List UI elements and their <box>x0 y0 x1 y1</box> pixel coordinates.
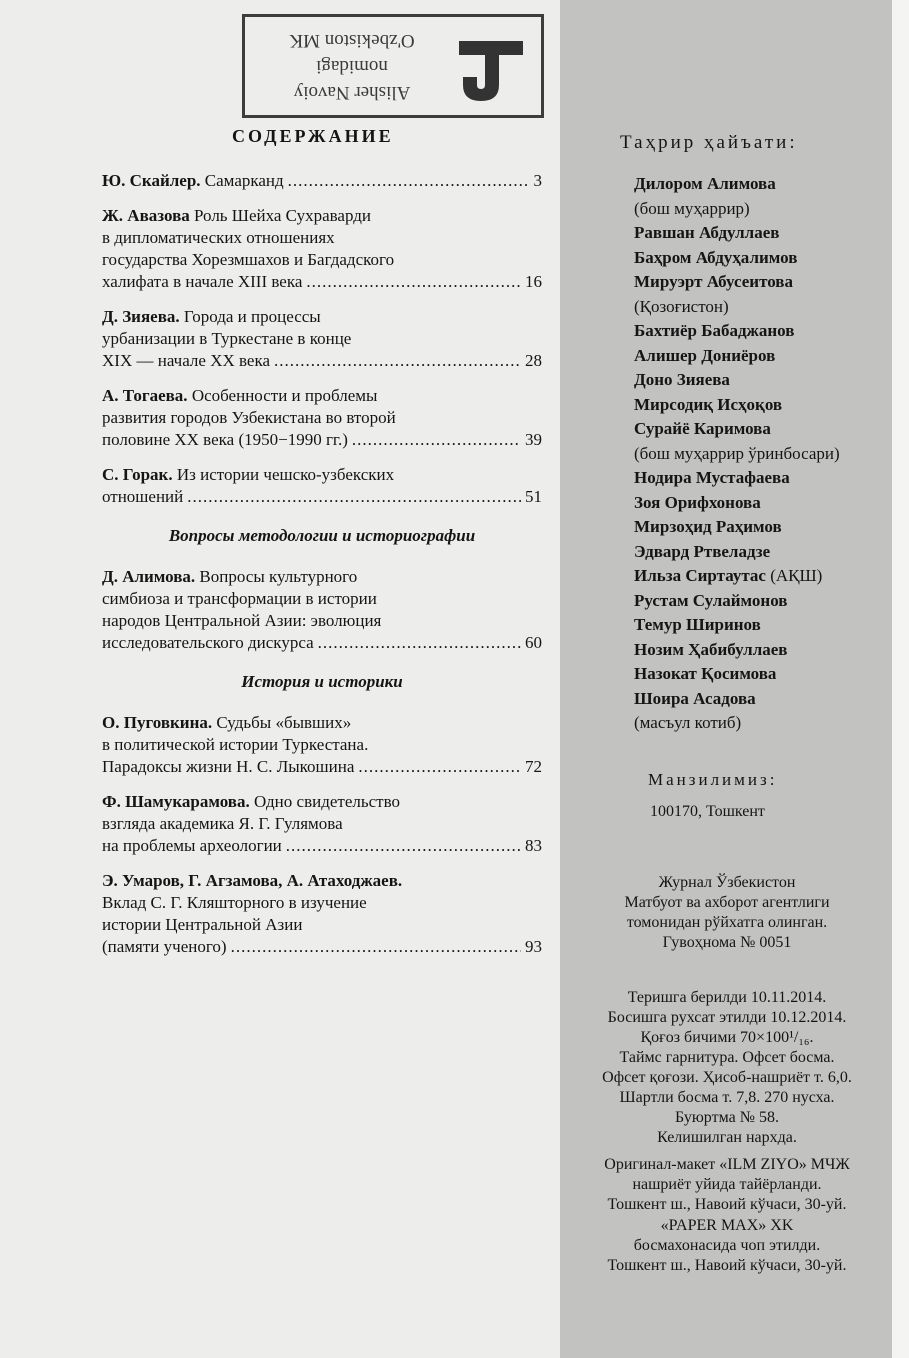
editorial-member <box>634 368 880 393</box>
toc-author: Э. Умаров, Г. Агзамова, А. Атаходжаев. <box>102 871 403 890</box>
print-info-line: Шартли босма т. 7,8. 270 нусха. <box>619 1089 835 1106</box>
toc-entry-line: взгляда академика Я. Г. Гулямова <box>102 814 343 833</box>
toc-group <box>102 712 542 958</box>
member-name: Дилором Алимова <box>634 174 776 193</box>
printer-block <box>562 1216 892 1276</box>
toc-entry-line: симбиоза и трансформации в истории <box>102 589 377 608</box>
toc-entry-last-line <box>102 632 542 654</box>
toc-title-text: (памяти ученого) <box>102 937 227 956</box>
member-name: Эдвард Ртвеладзе <box>634 541 771 561</box>
toc-title-text: на проблемы археологии <box>102 836 282 855</box>
toc-page-number: 83 <box>525 836 542 855</box>
toc-entry-line: в политической истории Туркестана. <box>102 735 369 754</box>
registration-line: томонидан рўйхатга олинган. <box>626 914 828 931</box>
toc-entry-last-line <box>102 835 542 857</box>
print-info-line: Офсет қоғози. Ҳисоб-нашриёт т. 6,0. <box>602 1069 852 1086</box>
toc-entry-line: Вклад С. Г. Кляшторного в изучение <box>102 893 367 912</box>
toc-entry-line: государства Хорезмшахов и Багдадского <box>102 250 395 269</box>
toc-entry <box>102 170 542 192</box>
toc-title-text: Парадоксы жизни Н. С. Лыкошина <box>102 757 355 776</box>
member-name: Сурайё Каримова <box>634 419 771 438</box>
toc-page-number: 60 <box>525 633 542 652</box>
toc-entry-line <box>102 306 542 328</box>
member-name: Бахтиёр Бабаджанов <box>634 321 795 340</box>
toc-entry <box>102 791 542 857</box>
editorial-member <box>634 687 880 712</box>
toc-title-text: Города и процессы <box>183 307 321 326</box>
toc-entry-line <box>102 870 542 892</box>
editorial-member <box>634 417 880 442</box>
toc-entry-last-line <box>102 936 542 958</box>
member-name: Равшан Абдуллаев <box>634 223 780 242</box>
toc-entry-last-line <box>102 350 542 372</box>
toc-title-text: XIX — начале XX века <box>102 351 271 370</box>
member-name: Мируэрт Абусеитова <box>634 272 793 291</box>
toc-entry-line: истории Центральной Азии <box>102 915 303 934</box>
editorial-member <box>634 613 880 638</box>
member-name: Рустам Сулаймонов <box>634 590 788 610</box>
toc-entry-line <box>102 464 542 486</box>
editorial-member <box>634 540 880 565</box>
member-name: Нодира Мустафаева <box>634 468 790 487</box>
toc-title-text: исследовательского дискурса <box>102 633 314 652</box>
member-name: Нозим Ҳабибуллаев <box>634 639 788 659</box>
table-of-contents <box>102 170 542 971</box>
editorial-member <box>634 442 880 467</box>
printer-line: Тошкент ш., Навоий кўчаси, 30-уй. <box>607 1257 847 1274</box>
printer-line: босмахонасида чоп этилди. <box>633 1237 821 1254</box>
editorial-member <box>634 515 880 540</box>
toc-dot-leader <box>187 486 521 508</box>
member-name: Мирсодиқ Исҳоқов <box>634 394 783 414</box>
editorial-heading: Таҳрир ҳайъати: <box>620 132 798 153</box>
print-info-line: Келишилган нархда. <box>657 1129 797 1146</box>
publisher-block <box>562 1155 892 1215</box>
publisher-line: нашриёт уйида тайёрланди. <box>632 1176 822 1193</box>
toc-entry <box>102 712 542 778</box>
toc-dot-leader <box>306 271 521 293</box>
toc-dot-leader <box>318 632 521 654</box>
toc-entry-last-line <box>102 429 542 451</box>
toc-dot-leader <box>352 429 521 451</box>
editorial-board <box>580 132 880 736</box>
address-heading: Манзилимиз: <box>648 770 778 789</box>
toc-entry-last-line <box>102 486 542 508</box>
registration-block <box>562 873 892 953</box>
print-info-line: Босишга рухсат этилди 10.12.2014. <box>607 1009 847 1026</box>
toc-entry-last-line <box>102 756 542 778</box>
toc-author: Ф. Шамукарамова. <box>102 792 250 811</box>
toc-dot-leader <box>231 936 521 958</box>
member-name: Ильза Сиртаутас <box>634 566 766 585</box>
editorial-member <box>634 270 880 295</box>
toc-dot-leader <box>358 756 521 778</box>
toc-page-number: 16 <box>525 272 542 291</box>
editorial-member <box>634 344 880 369</box>
toc-page-number: 51 <box>525 487 542 506</box>
print-info-line: Қоғоз бичими 70×100¹/₁₆. <box>640 1029 814 1046</box>
toc-dot-leader <box>286 835 521 857</box>
toc-entry <box>102 870 542 958</box>
toc-entry-line: развития городов Узбекистана во второй <box>102 408 396 427</box>
toc-entry-line <box>102 566 542 588</box>
editorial-member <box>634 711 880 736</box>
stamp-text <box>257 27 447 105</box>
editorial-member <box>634 221 880 246</box>
printer-line: «PAPER MAX» XK <box>660 1217 794 1234</box>
library-stamp <box>242 14 544 118</box>
member-name: Доно Зияева <box>634 370 730 389</box>
toc-entry-last-line <box>102 271 542 293</box>
toc-entry-line: урбанизации в Туркестане в конце <box>102 329 352 348</box>
stamp-logo-icon <box>451 27 531 107</box>
toc-title-text: Роль Шейха Сухраварди <box>194 206 372 225</box>
toc-title-text: Судьбы «бывших» <box>216 713 352 732</box>
editorial-member <box>634 466 880 491</box>
toc-title-text: половине XX века (1950−1990 гг.) <box>102 430 348 449</box>
member-note: (АҚШ) <box>765 566 823 585</box>
print-info-line: Теришга берилди 10.11.2014. <box>627 989 827 1006</box>
toc-title-text: Особенности и проблемы <box>191 386 378 405</box>
toc-entry-line <box>102 791 542 813</box>
toc-page-number: 39 <box>525 430 542 449</box>
print-info-line: Буюртма № 58. <box>675 1109 779 1126</box>
toc-section-heading: Вопросы методологии и историографии <box>168 526 476 545</box>
toc-entry <box>102 205 542 293</box>
toc-section-heading: История и историки <box>241 672 403 691</box>
address-text: 100170, Тошкент <box>650 803 765 820</box>
toc-entry <box>102 464 542 508</box>
toc-group <box>102 566 542 654</box>
toc-entry <box>102 306 542 372</box>
editorial-member <box>634 393 880 418</box>
publisher-line: Оригинал-макет «ILM ZIYO» МЧЖ <box>604 1156 850 1173</box>
toc-author: А. Тогаева. <box>102 386 188 405</box>
editorial-member <box>634 319 880 344</box>
editorial-member <box>634 491 880 516</box>
editorial-member <box>634 662 880 687</box>
stamp-line: Alisher Navoiy <box>293 82 411 103</box>
editorial-member <box>634 589 880 614</box>
member-name: Зоя Орифхонова <box>634 492 761 512</box>
toc-entry-last-line <box>102 170 542 192</box>
toc-group <box>102 170 542 508</box>
member-note: (Қозоғистон) <box>634 296 729 316</box>
member-note: (бош муҳаррир) <box>634 198 750 218</box>
stamp-line: O'zbekiston MK <box>289 30 415 51</box>
toc-entry-line: народов Центральной Азии: эволюция <box>102 611 382 630</box>
toc-dot-leader <box>288 170 530 192</box>
publisher-line: Тошкент ш., Навоий кўчаси, 30-уй. <box>607 1196 847 1213</box>
toc-page-number: 3 <box>533 171 542 190</box>
toc-page-number: 72 <box>525 757 542 776</box>
toc-author: Ж. Авазова <box>102 206 190 225</box>
editorial-member <box>634 197 880 222</box>
member-note: (масъул котиб) <box>634 713 742 732</box>
toc-title-text: Самарканд <box>204 171 284 190</box>
toc-title-text: Из истории чешско-узбекских <box>176 465 395 484</box>
editorial-member <box>634 638 880 663</box>
editorial-member <box>634 246 880 271</box>
toc-entry <box>102 385 542 451</box>
toc-author: Ю. Скайлер. <box>102 171 201 190</box>
registration-line: Гувоҳнома № 0051 <box>662 934 792 951</box>
toc-entry-line: в дипломатических отношениях <box>102 228 335 247</box>
toc-dot-leader <box>274 350 521 372</box>
toc-author: Д. Алимова. <box>102 567 196 586</box>
member-name: Темур Ширинов <box>634 615 761 634</box>
toc-title-text: отношений <box>102 487 184 506</box>
registration-line: Журнал Ўзбекистон <box>658 874 796 891</box>
editorial-member <box>634 564 880 589</box>
print-info-block <box>562 988 892 1148</box>
editorial-member <box>634 295 880 320</box>
toc-author: Д. Зияева. <box>102 307 180 326</box>
toc-page-number: 28 <box>525 351 542 370</box>
toc-page-number: 93 <box>525 937 542 956</box>
stamp-line: nomidagi <box>316 56 388 77</box>
toc-author: О. Пуговкина. <box>102 713 213 732</box>
member-name: Баҳром Абдуҳалимов <box>634 247 798 267</box>
print-info-line: Таймс гарнитура. Офсет босма. <box>619 1049 835 1066</box>
toc-title-text: Вопросы культурного <box>199 567 358 586</box>
editorial-member <box>634 172 880 197</box>
registration-line: Матбуот ва ахборот агентлиги <box>624 894 830 911</box>
page-edge <box>892 0 909 1358</box>
member-name: Мирзоҳид Раҳимов <box>634 517 782 536</box>
toc-heading: СОДЕРЖАНИЕ <box>232 126 394 146</box>
toc-entry <box>102 566 542 654</box>
editorial-members <box>580 172 880 736</box>
member-note: (бош муҳаррир ўринбосари) <box>634 443 840 463</box>
toc-entry-line <box>102 205 542 227</box>
toc-author: С. Горак. <box>102 465 173 484</box>
toc-entry-line <box>102 712 542 734</box>
toc-title-text: Одно свидетельство <box>253 792 400 811</box>
member-name: Назокат Қосимова <box>634 664 777 683</box>
toc-entry-line <box>102 385 542 407</box>
toc-title-text: халифата в начале XIII века <box>102 272 303 291</box>
member-name: Алишер Дониёров <box>634 345 776 365</box>
member-name: Шоира Асадова <box>634 688 756 708</box>
